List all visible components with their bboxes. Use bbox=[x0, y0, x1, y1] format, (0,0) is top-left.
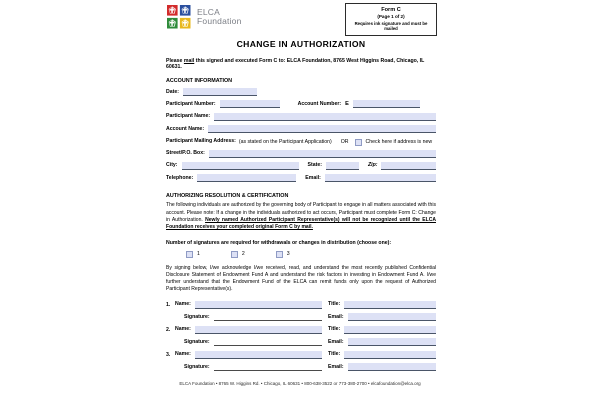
state-label: State: bbox=[307, 162, 322, 169]
signature-row-2-email-input[interactable] bbox=[348, 338, 436, 346]
signature-option-2[interactable] bbox=[231, 251, 245, 258]
signature-row-3-signature-group bbox=[175, 363, 322, 372]
signature-row-3-email-input[interactable] bbox=[348, 363, 436, 371]
signature-row-2-index: 2. bbox=[166, 326, 171, 333]
row-participant-account-number bbox=[166, 99, 436, 108]
new-address-checkbox[interactable] bbox=[355, 139, 362, 146]
zip-label: Zip: bbox=[367, 162, 378, 169]
signature-row-3-index: 3. bbox=[166, 351, 171, 358]
page-header bbox=[166, 0, 436, 34]
signature-blocks bbox=[166, 300, 436, 372]
date-label: Date: bbox=[166, 88, 179, 95]
row-street bbox=[166, 149, 436, 158]
signature-row-2-name-input[interactable] bbox=[195, 326, 322, 334]
form-identifier-box bbox=[345, 3, 437, 36]
city-input[interactable] bbox=[182, 162, 299, 170]
account-number-label: Account Number: bbox=[297, 100, 342, 107]
signature-option-1-checkbox[interactable] bbox=[186, 251, 193, 258]
signature-row-2-email-label: Email: bbox=[328, 338, 344, 345]
signature-row-1-name-input[interactable] bbox=[195, 301, 322, 309]
signature-row-2-signature-label: Signature: bbox=[184, 338, 210, 345]
account-information-heading: ACCOUNT INFORMATION bbox=[166, 78, 233, 84]
signature-row-1-email-input[interactable] bbox=[348, 313, 436, 321]
acknowledgement-paragraph: By signing below, I/we acknowledge I/we received, read, and understand the most recently published Confidential Disclosure Statement of Endowment Fund A and understand the risk factors in investing in Endowment Fund A. I/we further understand that the Endowment Fund of the ELCA can remit funds only upon the request of Authorized Participant Representative(s). bbox=[166, 264, 436, 293]
signature-row-3-email-group bbox=[328, 363, 436, 372]
signature-row-1-title-label: Title: bbox=[328, 301, 341, 308]
form-identifier-title: Form C bbox=[381, 7, 401, 13]
signature-row-1-name-group bbox=[175, 300, 322, 309]
mailing-address-or: OR bbox=[340, 138, 349, 145]
mailing-address-label: Participant Mailing Address: bbox=[166, 138, 236, 145]
account-name-input[interactable] bbox=[208, 125, 436, 133]
signature-row-1-email-group bbox=[328, 313, 436, 322]
authorizing-resolution-text: The following individuals are authorized by the governing body of Participant to engage in all matters associated with this account. Please note: If a change in the individuals authorized to act occurs, Participant must complete Form C: Change in Authorization. bbox=[166, 202, 436, 223]
signature-row-2-signature bbox=[166, 337, 436, 346]
signature-row-2-signature-group bbox=[175, 338, 322, 347]
signature-row-1-signature-input[interactable] bbox=[214, 313, 322, 321]
signature-row-2-name-label: Name: bbox=[175, 326, 191, 333]
signature-row-1-name bbox=[166, 300, 436, 309]
signature-row-3-title-label: Title: bbox=[328, 351, 341, 358]
row-telephone-email bbox=[166, 173, 436, 182]
authorizing-resolution-heading: AUTHORIZING RESOLUTION & CERTIFICATION bbox=[166, 193, 289, 200]
brand-logo bbox=[166, 4, 242, 30]
date-input[interactable] bbox=[183, 88, 257, 96]
signature-row-1-index: 1. bbox=[166, 301, 171, 308]
signature-row-1-name-label: Name: bbox=[175, 301, 191, 308]
account-number-input[interactable] bbox=[353, 100, 420, 108]
city-label: City: bbox=[166, 162, 178, 169]
page-title: CHANGE IN AUTHORIZATION bbox=[236, 39, 366, 49]
mailing-address-note: (as stated on the Participant Application) bbox=[238, 138, 332, 145]
row-date bbox=[166, 87, 436, 96]
signature-option-2-checkbox[interactable] bbox=[231, 251, 238, 258]
account-name-label: Account Name: bbox=[166, 125, 205, 132]
elca-shield-logo-icon bbox=[166, 4, 192, 30]
signature-row-3-name-group bbox=[175, 350, 322, 359]
authorizing-resolution-emphasis: Newly named Authorized Participant Representative(s) will not be recognized until the ELCA Foundation receives your completed original Form C by mail. bbox=[166, 216, 436, 230]
signature-row-2-title-input[interactable] bbox=[344, 326, 436, 334]
signature-count-options bbox=[166, 251, 436, 258]
signature-row-3-email-label: Email: bbox=[328, 363, 344, 370]
signature-option-2-label: 2 bbox=[241, 251, 245, 258]
signature-count-question: Number of signatures are required for withdrawals or changes in distribution (choose one): bbox=[166, 239, 392, 246]
signature-row-1-email-label: Email: bbox=[328, 313, 344, 320]
signature-row-1-signature-group bbox=[175, 313, 322, 322]
participant-name-label: Participant Name: bbox=[166, 113, 211, 120]
row-participant-name bbox=[166, 112, 436, 121]
signature-option-1-label: 1 bbox=[197, 251, 200, 258]
participant-number-input[interactable] bbox=[220, 100, 280, 108]
signature-option-3[interactable] bbox=[276, 251, 290, 258]
brand-logo-text bbox=[197, 8, 242, 26]
participant-name-input[interactable] bbox=[214, 113, 436, 121]
signature-option-1[interactable] bbox=[186, 251, 200, 258]
signature-row-2-title-label: Title: bbox=[328, 326, 341, 333]
signature-option-3-label: 3 bbox=[286, 251, 290, 258]
signature-row-3-name bbox=[166, 350, 436, 359]
page-footer: ELCA Foundation • 8765 W. Higgins Rd. • Chicago, IL 60631 • 800-638-3522 or 773-380-2700 • elcafoundation@elca.org bbox=[179, 381, 421, 386]
email-input[interactable] bbox=[325, 174, 436, 182]
email-label: Email: bbox=[305, 174, 321, 181]
row-city-state-zip bbox=[166, 161, 436, 170]
signature-row-2-title-group bbox=[328, 325, 436, 334]
signature-row-1-title-input[interactable] bbox=[344, 301, 436, 309]
signature-row-2-name-group bbox=[175, 325, 322, 334]
mail-instruction bbox=[166, 58, 436, 70]
row-account-name bbox=[166, 124, 436, 133]
telephone-label: Telephone: bbox=[166, 174, 194, 181]
account-number-prefix: E bbox=[345, 101, 349, 108]
participant-number-label: Participant Number: bbox=[166, 100, 216, 107]
authorizing-resolution-paragraph bbox=[166, 202, 436, 231]
signature-row-3-name-input[interactable] bbox=[195, 351, 322, 359]
new-address-checkbox-label: Check here if address is new bbox=[365, 138, 433, 145]
street-input[interactable] bbox=[209, 150, 436, 158]
street-label: Street/P.O. Box: bbox=[166, 150, 205, 157]
signature-row-1-signature bbox=[166, 312, 436, 321]
page-content bbox=[166, 0, 436, 375]
signature-row-3-signature-label: Signature: bbox=[184, 363, 210, 370]
row-mailing-address-header bbox=[166, 137, 436, 146]
signature-row-2-signature-input[interactable] bbox=[214, 338, 322, 346]
signature-option-3-checkbox[interactable] bbox=[276, 251, 283, 258]
brand-name-line1: ELCA bbox=[197, 7, 221, 18]
signature-row-2-email-group bbox=[328, 338, 436, 347]
mail-instruction-emphasis: mail bbox=[183, 58, 195, 64]
brand-name-line2: Foundation bbox=[197, 16, 242, 26]
telephone-input[interactable] bbox=[197, 174, 296, 182]
signature-row-2-name bbox=[166, 325, 436, 334]
signature-row-3-title-input[interactable] bbox=[344, 351, 436, 359]
signature-row-3-name-label: Name: bbox=[175, 351, 191, 358]
state-input[interactable] bbox=[326, 162, 359, 170]
mail-instruction-prefix: Please bbox=[166, 58, 184, 64]
form-identifier-page: (Page 1 of 2) bbox=[377, 13, 405, 19]
form-identifier-note: Requires ink signature and must be mailed bbox=[354, 20, 428, 32]
signature-row-1-signature-label: Signature: bbox=[184, 313, 210, 320]
signature-row-3-signature bbox=[166, 362, 436, 371]
signature-row-1-title-group bbox=[328, 300, 436, 309]
mail-instruction-suffix: this signed and executed Form C to: ELCA Foundation, 8765 West Higgins Road, Chicago, IL 60631. bbox=[166, 58, 425, 70]
zip-input[interactable] bbox=[381, 162, 436, 170]
signature-row-3-signature-input[interactable] bbox=[214, 363, 322, 371]
signature-row-3-title-group bbox=[328, 350, 436, 359]
